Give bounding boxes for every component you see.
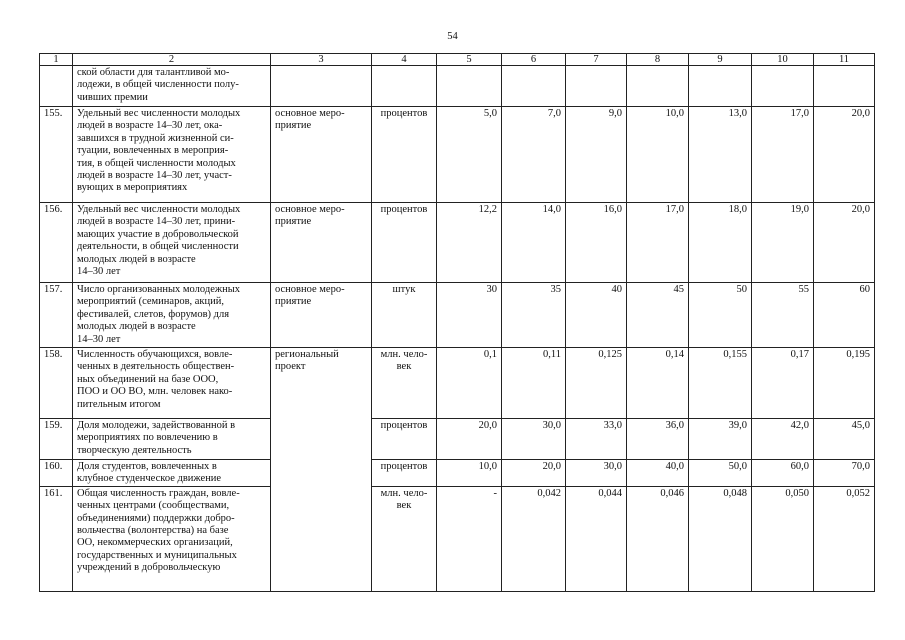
value-cell: 30 — [437, 283, 502, 348]
unit-cell — [372, 348, 437, 419]
empty-cell — [502, 66, 566, 107]
value-cell: 0,11 — [502, 348, 566, 419]
cell-text-line: ченных центрами (сообществами, — [77, 500, 230, 512]
cell-text-line: мероприятий (семинаров, акций, — [77, 296, 225, 308]
value-cell: 0,048 — [689, 486, 752, 591]
column-header: 3 — [271, 54, 372, 66]
value-cell: 40,0 — [627, 460, 689, 487]
cell-text-line: чивших премии — [77, 91, 148, 103]
table-row — [40, 460, 875, 487]
cell-text-line: туации, вовлеченных в мероприя- — [77, 145, 229, 157]
event-type-cell — [271, 283, 372, 348]
empty-cell — [752, 66, 814, 107]
row-number-cell — [40, 66, 73, 107]
cell-text-line: тия, в общей численности молодых — [77, 157, 236, 169]
value-cell: 45 — [627, 283, 689, 348]
value-cell: 0,042 — [502, 486, 566, 591]
cell-text-line: ской области для талантливой мо- — [77, 67, 230, 78]
column-header: 8 — [627, 54, 689, 66]
cell-text-line: приятие — [275, 120, 312, 132]
cell-text-line: клубное студенческое движение — [77, 473, 222, 485]
cell-text-line: проект — [275, 361, 306, 373]
event-type-cell — [271, 107, 372, 203]
cell-text-line: мероприятиях по вовлечению в — [77, 432, 218, 444]
indicator-name-cell — [73, 203, 271, 283]
value-cell: 19,0 — [752, 203, 814, 283]
value-cell: 70,0 — [814, 460, 875, 487]
unit-cell — [372, 107, 437, 203]
cell-text-line: людей в возрасте 14–30 лет, прини- — [77, 216, 236, 228]
cell-text-line: основное меро- — [275, 108, 345, 119]
empty-cell — [372, 66, 437, 107]
column-header: 5 — [437, 54, 502, 66]
cell-text-line: приятие — [275, 216, 312, 228]
unit-cell — [372, 486, 437, 591]
cell-text-line: приятие — [275, 296, 312, 308]
table-row — [40, 348, 875, 419]
value-cell: 42,0 — [752, 419, 814, 460]
cell-text-line: вующих в мероприятиях — [77, 182, 188, 194]
value-cell: 12,2 — [437, 203, 502, 283]
cell-text-line: ОО, некоммерческих организаций, — [77, 537, 233, 549]
cell-text-line: ПОО и ОО ВО, млн. человек нако- — [77, 386, 233, 398]
unit-cell — [372, 460, 437, 487]
value-cell: 20,0 — [814, 203, 875, 283]
value-cell: 30,0 — [566, 460, 627, 487]
row-number-cell: 161. — [40, 486, 73, 591]
cell-text-line: Доля молодежи, задействованной в — [77, 420, 236, 431]
cell-text-line: молодых людей в возрасте — [77, 253, 196, 265]
cell-text-line: штук — [392, 284, 416, 295]
value-cell: 55 — [752, 283, 814, 348]
table-row — [40, 419, 875, 460]
value-cell: 50 — [689, 283, 752, 348]
column-header: 4 — [372, 54, 437, 66]
cell-text-line: учреждений в добровольческую — [77, 562, 221, 574]
column-header: 6 — [502, 54, 566, 66]
empty-cell — [566, 66, 627, 107]
value-cell: 30,0 — [502, 419, 566, 460]
column-header: 7 — [566, 54, 627, 66]
cell-text-line: ных объединений на базе ООО, — [77, 373, 219, 385]
value-cell: 0,052 — [814, 486, 875, 591]
cell-text-line: 14–30 лет — [77, 333, 121, 345]
value-cell: 45,0 — [814, 419, 875, 460]
value-cell: - — [437, 486, 502, 591]
value-cell: 10,0 — [627, 107, 689, 203]
value-cell: 0,155 — [689, 348, 752, 419]
indicators-table — [39, 53, 875, 592]
value-cell: 40 — [566, 283, 627, 348]
value-cell: 10,0 — [437, 460, 502, 487]
cell-text-line: лодежи, в общей численности полу- — [77, 79, 239, 91]
table-row — [40, 486, 875, 591]
cell-text-line: век — [396, 361, 412, 373]
unit-cell — [372, 283, 437, 348]
value-cell: 20,0 — [502, 460, 566, 487]
cell-text-line: Общая численность граждан, вовле- — [77, 487, 240, 499]
value-cell: 17,0 — [752, 107, 814, 203]
value-cell: 13,0 — [689, 107, 752, 203]
value-cell: 0,14 — [627, 348, 689, 419]
column-header: 11 — [814, 54, 875, 66]
cell-text-line: региональный — [275, 349, 339, 360]
cell-text-line: вольчества (волонтерства) на базе — [77, 525, 229, 537]
event-type-cell — [271, 203, 372, 283]
value-cell: 7,0 — [502, 107, 566, 203]
value-cell: 17,0 — [627, 203, 689, 283]
cell-text-line: Доля студентов, вовлеченных в — [77, 461, 217, 472]
cell-text-line: млн. чело- — [380, 487, 428, 499]
unit-cell — [372, 203, 437, 283]
value-cell: 14,0 — [502, 203, 566, 283]
page-number: 54 — [447, 31, 458, 42]
cell-text-line: основное меро- — [275, 204, 345, 215]
cell-text-line: людей в возрасте 14–30 лет, участ- — [77, 170, 232, 182]
value-cell: 33,0 — [566, 419, 627, 460]
cell-text-line: процентов — [380, 461, 428, 472]
value-cell: 16,0 — [566, 203, 627, 283]
value-cell: 60,0 — [752, 460, 814, 487]
value-cell: 0,046 — [627, 486, 689, 591]
cell-text-line: Численность обучающихся, вовле- — [77, 349, 233, 360]
value-cell: 0,1 — [437, 348, 502, 419]
column-header: 2 — [73, 54, 271, 66]
unit-cell — [372, 419, 437, 460]
value-cell: 39,0 — [689, 419, 752, 460]
value-cell: 36,0 — [627, 419, 689, 460]
indicator-name-cell — [73, 486, 271, 591]
empty-cell — [627, 66, 689, 107]
value-cell: 0,044 — [566, 486, 627, 591]
cell-text-line: млн. чело- — [380, 349, 428, 360]
cell-text-line: творческую деятельность — [77, 444, 192, 456]
cell-text-line: основное меро- — [275, 284, 345, 295]
cell-text-line: людей в возрасте 14–30 лет, ока- — [77, 120, 223, 132]
column-number-row — [40, 54, 875, 66]
indicator-name-cell — [73, 419, 271, 460]
empty-cell — [271, 66, 372, 107]
cell-text-line: Удельный вес численности молодых — [77, 204, 241, 215]
value-cell: 60 — [814, 283, 875, 348]
cell-text-line: век — [396, 500, 412, 512]
value-cell: 5,0 — [437, 107, 502, 203]
cell-text-line: Удельный вес численности молодых — [77, 108, 241, 119]
value-cell: 0,125 — [566, 348, 627, 419]
indicator-name-cell — [73, 107, 271, 203]
empty-cell — [437, 66, 502, 107]
row-number-cell: 156. — [40, 203, 73, 283]
cell-text-line: деятельности, в общей численности — [77, 241, 239, 253]
column-header: 1 — [40, 54, 73, 66]
cell-text-line: государственных и муниципальных — [77, 549, 237, 561]
value-cell: 0,050 — [752, 486, 814, 591]
indicator-name-cell — [73, 66, 271, 107]
value-cell: 50,0 — [689, 460, 752, 487]
empty-cell — [689, 66, 752, 107]
indicator-name-cell — [73, 348, 271, 419]
cell-text-line: процентов — [380, 108, 428, 119]
cell-text-line: фестивалей, слетов, форумов) для — [77, 308, 230, 320]
continuation-row — [40, 66, 875, 107]
cell-text-line: пительным итогом — [77, 398, 161, 410]
column-header: 10 — [752, 54, 814, 66]
value-cell: 35 — [502, 283, 566, 348]
indicator-name-cell — [73, 283, 271, 348]
value-cell: 20,0 — [437, 419, 502, 460]
cell-text-line: молодых людей в возрасте — [77, 321, 196, 333]
row-number-cell: 158. — [40, 348, 73, 419]
value-cell: 20,0 — [814, 107, 875, 203]
table-row — [40, 107, 875, 203]
empty-cell — [814, 66, 875, 107]
cell-text-line: 14–30 лет — [77, 266, 121, 278]
cell-text-line: процентов — [380, 420, 428, 431]
row-number-cell: 157. — [40, 283, 73, 348]
cell-text-line: мающих участие в добровольческой — [77, 228, 239, 240]
value-cell: 18,0 — [689, 203, 752, 283]
column-header: 9 — [689, 54, 752, 66]
row-number-cell: 160. — [40, 460, 73, 487]
value-cell: 0,195 — [814, 348, 875, 419]
row-number-cell: 155. — [40, 107, 73, 203]
indicator-name-cell — [73, 460, 271, 487]
value-cell: 9,0 — [566, 107, 627, 203]
cell-text-line: ченных в деятельность обществен- — [77, 361, 235, 373]
event-type-cell — [271, 348, 372, 592]
value-cell: 0,17 — [752, 348, 814, 419]
cell-text-line: объединениями) поддержки добро- — [77, 512, 235, 524]
cell-text-line: процентов — [380, 204, 428, 215]
cell-text-line: завшихся в трудной жизненной си- — [77, 132, 234, 144]
cell-text-line: Число организованных молодежных — [77, 284, 241, 295]
table-row — [40, 283, 875, 348]
row-number-cell: 159. — [40, 419, 73, 460]
table-row — [40, 203, 875, 283]
